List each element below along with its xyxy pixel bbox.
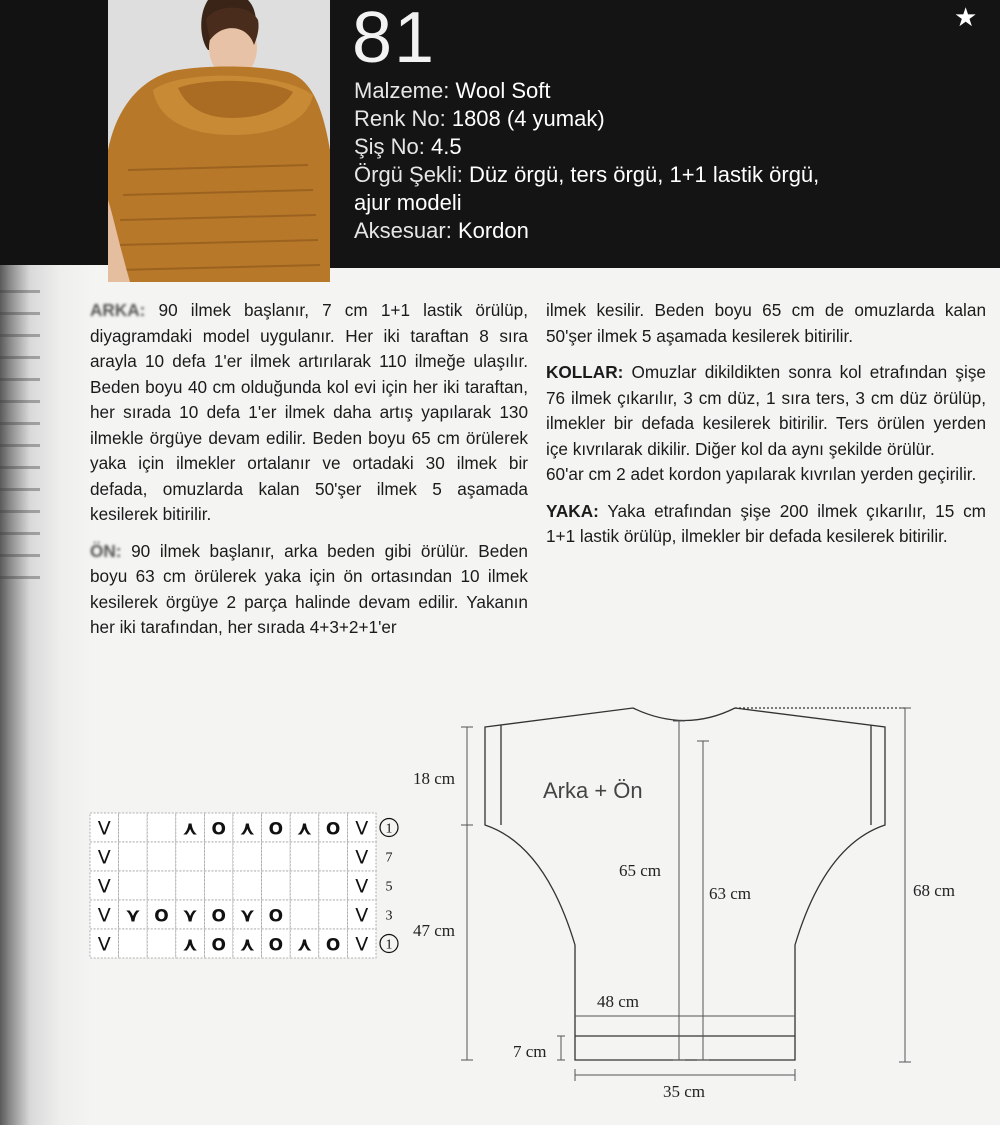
chart-symbol: ⋏ <box>296 817 313 840</box>
chart-cell <box>147 813 176 842</box>
kollar-text: Omuzlar dikildikten sonra kol etrafından şişe 76 ilmek çıkarılır, 3 cm düz, 1 sıra ters, 3 cm düz örülüp, ilmekler bir defada kesilerek bitirilir. Ters örülen yerden içe kıvrılarak dikilir. Diğer kol da aynı şekilde örülür. <box>546 362 986 459</box>
star-icon: ★ <box>954 2 978 32</box>
label-65cm: 65 cm <box>619 861 662 880</box>
chart-symbol: V <box>97 875 111 898</box>
pattern-number: 81 <box>352 0 437 78</box>
left-column <box>90 298 528 652</box>
chart-symbol: O <box>211 935 226 956</box>
row-label: 3 <box>385 908 393 924</box>
spec-value: Wool Soft <box>455 78 551 103</box>
chart-symbol: V <box>355 904 369 927</box>
chart-symbol: V <box>97 904 111 927</box>
model-photo <box>108 0 330 282</box>
chart-cell <box>119 871 148 900</box>
chart-cell <box>233 842 262 871</box>
chart-cell <box>262 842 291 871</box>
spec-value: Düz örgü, ters örgü, 1+1 lastik örgü, <box>468 162 820 187</box>
label-18cm: 18 cm <box>413 769 456 788</box>
chart-cell <box>262 871 291 900</box>
chart-symbol: ⋎ <box>182 904 198 927</box>
chart-cell <box>319 842 348 871</box>
label-68cm: 68 cm <box>913 881 956 900</box>
chart-cell <box>176 842 205 871</box>
spec-key: Örgü Şekli: <box>354 162 469 187</box>
chart-symbol: O <box>325 935 341 956</box>
continuation-paragraph: ilmek kesilir. Beden boyu 65 cm de omuzlarda kalan 50'şer ilmek 5 aşamada kesilerek bitirilir. <box>546 300 986 346</box>
chart-symbol: ⋎ <box>125 904 141 927</box>
row-label: 1 <box>385 821 393 837</box>
chart-cell <box>176 871 205 900</box>
chart-cell <box>119 813 148 842</box>
chart-symbol: V <box>97 933 111 956</box>
yaka-label: YAKA: <box>546 500 599 521</box>
row-label: 7 <box>385 850 393 866</box>
row-label: 5 <box>385 879 393 895</box>
chart-symbol: ⋏ <box>296 933 313 956</box>
spec-line <box>354 77 550 105</box>
chart-symbol: ⋎ <box>239 904 256 927</box>
arka-text: 90 ilmek başlanır, 7 cm 1+1 lastik örülüp, diyagramdaki model uygulanır. Her iki taraftan 8 sıra arayla 10 defa 1'er ilmek artırılarak 110 ilmeğe ulaşılır. Beden boyu 40 cm olduğunda kol evi için her iki taraftan, her sırada 10 defa 1'er ilmek daha artış yapılarak 130 ilmekle örgüye devam edilir. Beden boyu 65 cm örülerek yaka için ilmekler ortalanır ve ortadaki 30 ilmek bir defada, omuzlarda kalan 50'şer ilmek 5 aşamada kesilerek bitirilir. <box>90 300 528 524</box>
label-48cm: 48 cm <box>597 992 640 1011</box>
schematic-title: Arka + Ön <box>543 778 643 803</box>
on-text: 90 ilmek başlanır, arka beden gibi örülür. Beden boyu 63 cm örülerek yaka için ön ortasından 10 ilmek kesilerek örgüye 2 parça halinde devam edilir. Yakanın her iki tarafından, her sırada 4+3+2+1'er <box>90 540 528 637</box>
row-label: 1 <box>385 937 393 953</box>
chart-symbol: V <box>97 846 111 869</box>
chart-cell <box>233 871 262 900</box>
right-column <box>546 298 986 561</box>
spec-key: Şiş No: <box>354 134 432 159</box>
spec-value: 1808 (4 yumak) <box>451 106 605 131</box>
chart-cell <box>119 929 148 958</box>
chart-cell <box>290 871 319 900</box>
spec-value: ajur modeli <box>354 190 462 215</box>
yaka-text: Yaka etrafından şişe 200 ilmek çıkarılır, 15 cm 1+1 lastik örülüp, ilmekler bir defada kesilerek bitirilir. <box>546 500 986 546</box>
chart-cell <box>147 842 176 871</box>
label-35cm: 35 cm <box>663 1082 706 1101</box>
chart-symbol: V <box>355 933 369 956</box>
spec-line <box>354 161 819 189</box>
yaka-paragraph <box>546 499 986 550</box>
chart-cell <box>319 900 348 929</box>
chart-symbol: O <box>268 906 284 927</box>
spec-line <box>354 217 529 245</box>
spec-line <box>354 105 605 133</box>
chart-symbol: O <box>211 819 226 840</box>
chart-cell <box>290 842 319 871</box>
arka-label: ARKA: <box>90 300 146 320</box>
chart-symbol: V <box>355 846 369 869</box>
chart-symbol: ⋏ <box>239 817 256 840</box>
label-47cm: 47 cm <box>413 921 456 940</box>
chart-symbol: ⋏ <box>239 933 256 956</box>
garment-outline <box>485 708 885 1060</box>
chart-cell <box>204 871 233 900</box>
spec-key: Renk No: <box>354 106 452 131</box>
spec-key: Aksesuar: <box>354 218 458 243</box>
chart-symbol: V <box>97 817 111 840</box>
chart-cell <box>147 929 176 958</box>
chart-symbol: ⋏ <box>182 817 198 840</box>
arka-paragraph <box>90 298 528 528</box>
chart-symbol: O <box>154 906 169 927</box>
kollar-label: KOLLAR: <box>546 362 624 382</box>
label-63cm: 63 cm <box>709 884 752 903</box>
chart-symbol: O <box>268 819 284 840</box>
label-7cm: 7 cm <box>513 1042 547 1061</box>
spec-line <box>354 189 462 217</box>
chart-symbol: V <box>355 817 369 840</box>
chart-cell <box>204 842 233 871</box>
chart-cell <box>119 842 148 871</box>
spec-line <box>354 133 462 161</box>
facing-page-text-bleed <box>0 290 40 590</box>
chart-symbol: ⋏ <box>182 933 198 956</box>
on-label: ÖN: <box>90 540 122 561</box>
book-spine-dark <box>0 0 110 265</box>
garment-schematic <box>405 695 995 1115</box>
chart-symbol: V <box>355 875 369 898</box>
spec-value: Kordon <box>457 218 529 243</box>
chart-symbol: O <box>211 906 226 927</box>
chart-cell <box>290 900 319 929</box>
spec-value: 4.5 <box>431 134 462 159</box>
chart-symbol: O <box>325 819 341 840</box>
kollar-paragraph <box>546 360 986 488</box>
stitch-chart <box>88 808 393 968</box>
kordon-text: 60'ar cm 2 adet kordon yapılarak kıvrılan yerden geçirilir. <box>546 464 977 484</box>
chart-cell <box>147 871 176 900</box>
chart-symbol: O <box>268 935 284 956</box>
spec-key: Malzeme: <box>354 78 456 103</box>
chart-cell <box>319 871 348 900</box>
on-paragraph <box>90 539 528 641</box>
